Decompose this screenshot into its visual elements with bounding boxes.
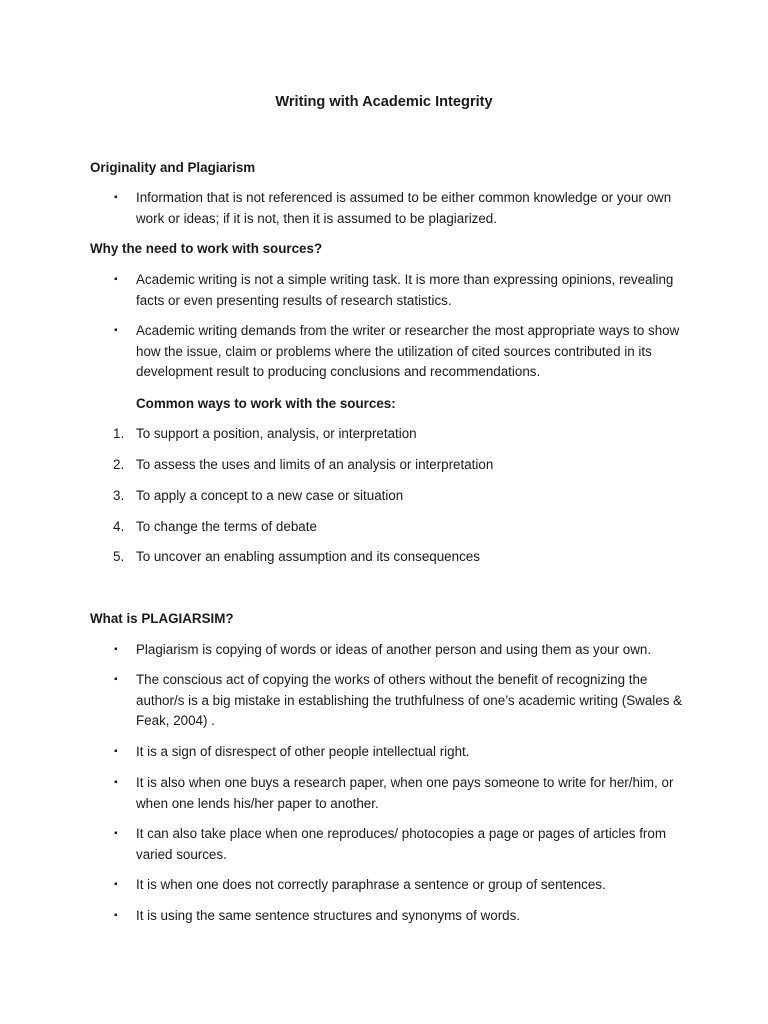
list-number: 2. (113, 457, 125, 472)
heading-what-is-plagiarism: What is PLAGIARSIM? (90, 611, 234, 626)
bullet-text: It is using the same sentence structures and synonyms of words. (136, 908, 521, 923)
bullet-icon: ▪ (114, 879, 118, 890)
bullet-text: It can also take place when one reproduces/ photocopies a page or pages of articles from varied sources. (136, 826, 666, 862)
bullet-icon: ▪ (114, 644, 118, 655)
bullet-icon: ▪ (114, 192, 118, 203)
bullet-icon: ▪ (114, 674, 118, 685)
bullet-icon: ▪ (114, 746, 118, 757)
bullet-icon: ▪ (114, 274, 118, 285)
numbered-item: To support a position, analysis, or interpretation (136, 426, 417, 441)
numbered-item: To change the terms of debate (136, 519, 317, 534)
bullet-text: It is also when one buys a research paper, when one pays someone to write for her/him, or when one lends his/her paper to another. (136, 775, 674, 811)
document-title: Writing with Academic Integrity (275, 94, 493, 110)
list-number: 1. (113, 426, 125, 441)
bullet-text: Academic writing demands from the writer or researcher the most appropriate ways to show how the issue, claim or problems where the utilization of cited sources contributed in its development result to producing conclusions and recommendations. (136, 323, 680, 380)
numbered-item: To uncover an enabling assumption and its consequences (136, 549, 480, 564)
bullet-icon: ▪ (114, 325, 118, 336)
bullet-text: It is a sign of disrespect of other people intellectual right. (136, 744, 470, 759)
bullet-icon: ▪ (114, 910, 118, 921)
list-number: 3. (113, 488, 125, 503)
bullet-icon: ▪ (114, 828, 118, 839)
list-number: 4. (113, 519, 125, 534)
numbered-item: To assess the uses and limits of an analysis or interpretation (136, 457, 494, 472)
heading-why-sources: Why the need to work with sources? (90, 241, 323, 256)
bullet-text: Plagiarism is copying of words or ideas of another person and using them as your own. (136, 642, 652, 657)
list-number: 5. (113, 549, 125, 564)
bullet-text: The conscious act of copying the works of others without the benefit of recognizing the author/s is a big mistake in establishing the truthfulness of one’s academic writing (Swales & Feak, 2004) . (136, 672, 683, 729)
subheading-common-ways: Common ways to work with the sources: (136, 396, 396, 411)
numbered-item: To apply a concept to a new case or situation (136, 488, 404, 503)
bullet-text: Information that is not referenced is assumed to be either common knowledge or your own work or ideas; if it is not, then it is assumed to be plagiarized. (136, 190, 672, 226)
bullet-text: Academic writing is not a simple writing task. It is more than expressing opinions, revealing facts or even presenting results of research statistics. (136, 272, 674, 308)
bullet-icon: ▪ (114, 777, 118, 788)
heading-originality: Originality and Plagiarism (90, 160, 256, 175)
bullet-text: It is when one does not correctly paraphrase a sentence or group of sentences. (136, 877, 606, 892)
